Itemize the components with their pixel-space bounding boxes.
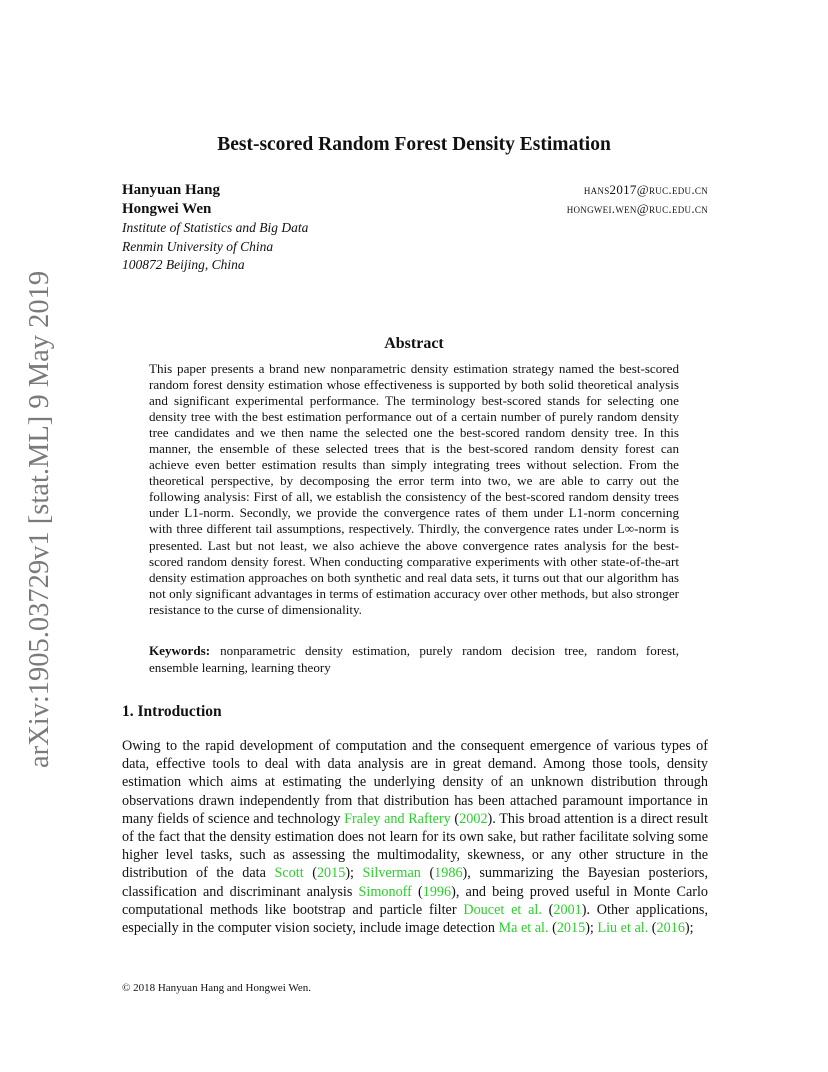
copyright-footnote: © 2018 Hanyuan Hang and Hongwei Wen. [122, 982, 312, 994]
abstract-heading: Abstract [384, 335, 444, 352]
citation-link[interactable]: Scott [274, 865, 304, 882]
affiliation-line: Renmin University of China [122, 238, 274, 254]
citation-link[interactable]: Fraley and Raftery [344, 810, 451, 827]
intro-text: ); [585, 920, 598, 937]
intro-text: ), summarizing the Bayesian posteriors, classification and discriminant analysis [122, 865, 708, 900]
citation-link[interactable]: 2001 [553, 901, 582, 918]
citation-link[interactable]: Ma et al. [498, 920, 549, 937]
keywords [149, 643, 679, 676]
keywords-label: Keywords: [149, 643, 211, 658]
paper-title: Best-scored Random Forest Density Estimation [217, 134, 611, 155]
author-name: Hanyuan Hang [122, 182, 220, 198]
arxiv-identifier-stamp: arXiv:1905.03729v1 [stat.ML] 9 May 2019 [24, 270, 55, 768]
citation-link[interactable]: Doucet et al. [463, 901, 542, 918]
intro-text: ); [684, 920, 694, 937]
author-row [122, 201, 708, 220]
citation-link[interactable]: 2015 [556, 920, 586, 937]
intro-text: ). Other applications, especially in the computer vision society, include image detection [122, 901, 708, 937]
author-block [122, 182, 708, 276]
abstract-text: This paper presents a brand new nonparametric density estimation strategy named the best-scored random forest density estimation whose effectiveness is supported by both solid theoretical analysis and significant experimental performance. The terminology best-scored stands for selecting one density tree with the best estimation performance out of a certain number of purely random density tree candidates and we then name the selected one the best-scored random density tree. In this manner, the ensemble of these selected trees that is the best-scored random density forest can achieve even better estimation results than simply integrating trees without selection. From the theoretical perspective, by decomposing the error term into two, we are able to carry out the following analysis: First of all, we establish the consistency of the best-scored random density trees under L1-norm. Secondly, we provide the convergence rates of them under L1-norm concerning with three different tail assumptions, respectively. Thirdly, the convergence rates under L∞-norm is presented. Last but not least, we also achieve the above convergence rates analysis for the best-scored random density forest. When conducting comparative experiments with other state-of-the-art density estimation approaches on both synthetic and real data sets, it turns out that our algorithm has not only significant advantages in terms of estimation accuracy over other methods, but also stronger resistance to the curse of dimensionality. [149, 361, 679, 617]
intro-text: ( [450, 810, 460, 827]
citation-link[interactable]: 2002 [459, 810, 488, 827]
intro-text: ). This broad attention is a direct result of the fact that the density estimation does not learn for its own sake, but rather facilitate solving some higher level tasks, such as assessing the multimodality, skewness, or any other structure in the distribution of the data [122, 810, 708, 882]
author-email[interactable]: hongwei.wen@ruc.edu.cn [566, 201, 708, 216]
citation-link[interactable]: 2016 [656, 920, 685, 937]
author-row [122, 182, 708, 201]
citation-link[interactable]: 1996 [422, 883, 452, 900]
intro-text: ), and being proved useful in Monte Carlo computational methods like bootstrap and particle filter [122, 883, 708, 918]
section-heading: 1. Introduction [122, 703, 222, 720]
intro-text: ( [648, 920, 657, 937]
intro-text: ( [420, 865, 435, 882]
affiliation-line: 100872 Beijing, China [122, 257, 245, 272]
intro-text: ( [541, 901, 554, 918]
intro-text: ); [345, 865, 363, 882]
author-email[interactable]: hans2017@ruc.edu.cn [583, 182, 708, 197]
citation-link[interactable]: Liu et al. [597, 920, 649, 937]
intro-text: ( [411, 883, 423, 900]
citation-link[interactable]: Simonoff [358, 883, 412, 900]
citation-link[interactable]: Silverman [362, 865, 421, 882]
intro-text: ( [548, 920, 557, 937]
intro-text: ( [303, 865, 317, 882]
citation-link[interactable]: 1986 [434, 865, 463, 882]
affiliation-line: Institute of Statistics and Big Data [122, 220, 309, 235]
intro-text: Owing to the rapid development of computation and the consequent emergence of various types of data, effective tools to deal with data analysis are in great demand. Among those tools, density estimation which aims at estimating the underlying density of an unknown distribution through observations drawn independently from that distribution has been attached paramount importance in many fields of science and technology [122, 738, 708, 827]
keywords-text: nonparametric density estimation, purely random decision tree, random forest, ensemble learning, learning theory [149, 643, 679, 675]
introduction-paragraph [122, 737, 708, 937]
author-name: Hongwei Wen [122, 201, 212, 217]
citation-link[interactable]: 2015 [316, 865, 346, 882]
